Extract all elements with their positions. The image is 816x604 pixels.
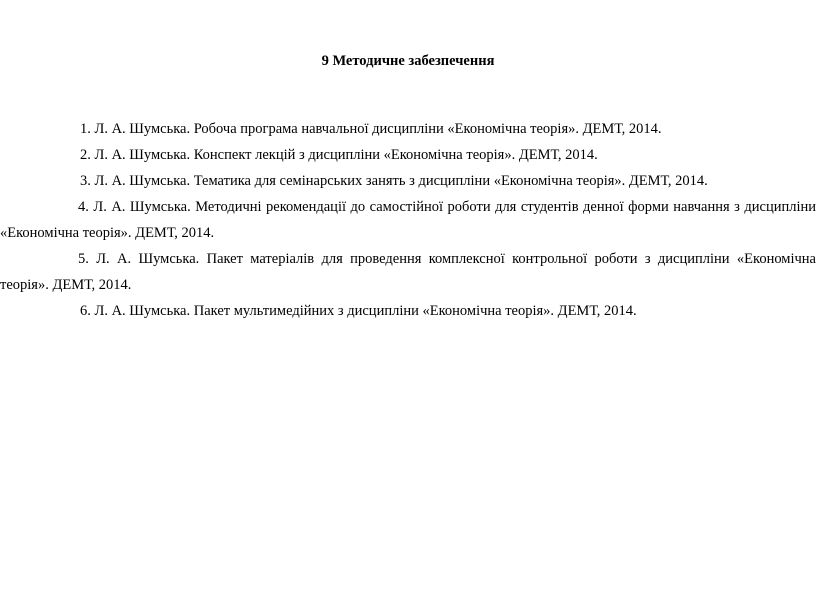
list-item: [0, 246, 816, 298]
list-item: [0, 298, 816, 324]
list-item: [0, 142, 816, 168]
list-item-number: 2.: [80, 147, 91, 163]
list-item: [0, 168, 816, 194]
list-item-number: 6.: [80, 303, 91, 319]
section-heading: 9 Методичне забезпечення: [321, 53, 495, 69]
list-item: [0, 116, 816, 142]
list-item-text: Л. А. Шумська. Пакет мультимедійних з дисципліни «Економічна теорія». ДЕМТ, 2014.: [94, 303, 637, 319]
list-item-text: Л. А. Шумська. Пакет матеріалів для проведення комплексної контрольної роботи з дисципліни «Економічна теорія». ДЕМТ, 2014.: [0, 251, 816, 293]
list-item-text: Л. А. Шумська. Тематика для семінарських занять з дисципліни «Економічна теорія». ДЕМТ, 2014.: [94, 173, 708, 189]
list-item-number: 5.: [78, 251, 89, 267]
list-item-text: Л. А. Шумська. Робоча програма навчальної дисципліни «Економічна теорія». ДЕМТ, 2014.: [94, 121, 662, 137]
list-item-number: 1.: [80, 121, 91, 137]
list-item: [0, 194, 816, 246]
methodical-support-list: [0, 116, 816, 324]
list-item-number: 3.: [80, 173, 91, 189]
list-item-text: Л. А. Шумська. Конспект лекцій з дисципліни «Економічна теорія». ДЕМТ, 2014.: [94, 147, 598, 163]
list-item-number: 4.: [78, 199, 89, 215]
list-item-text: Л. А. Шумська. Методичні рекомендації до самостійної роботи для студентів денної форми навчання з дисципліни «Економічна теорія». ДЕМТ, 2014.: [0, 199, 816, 241]
